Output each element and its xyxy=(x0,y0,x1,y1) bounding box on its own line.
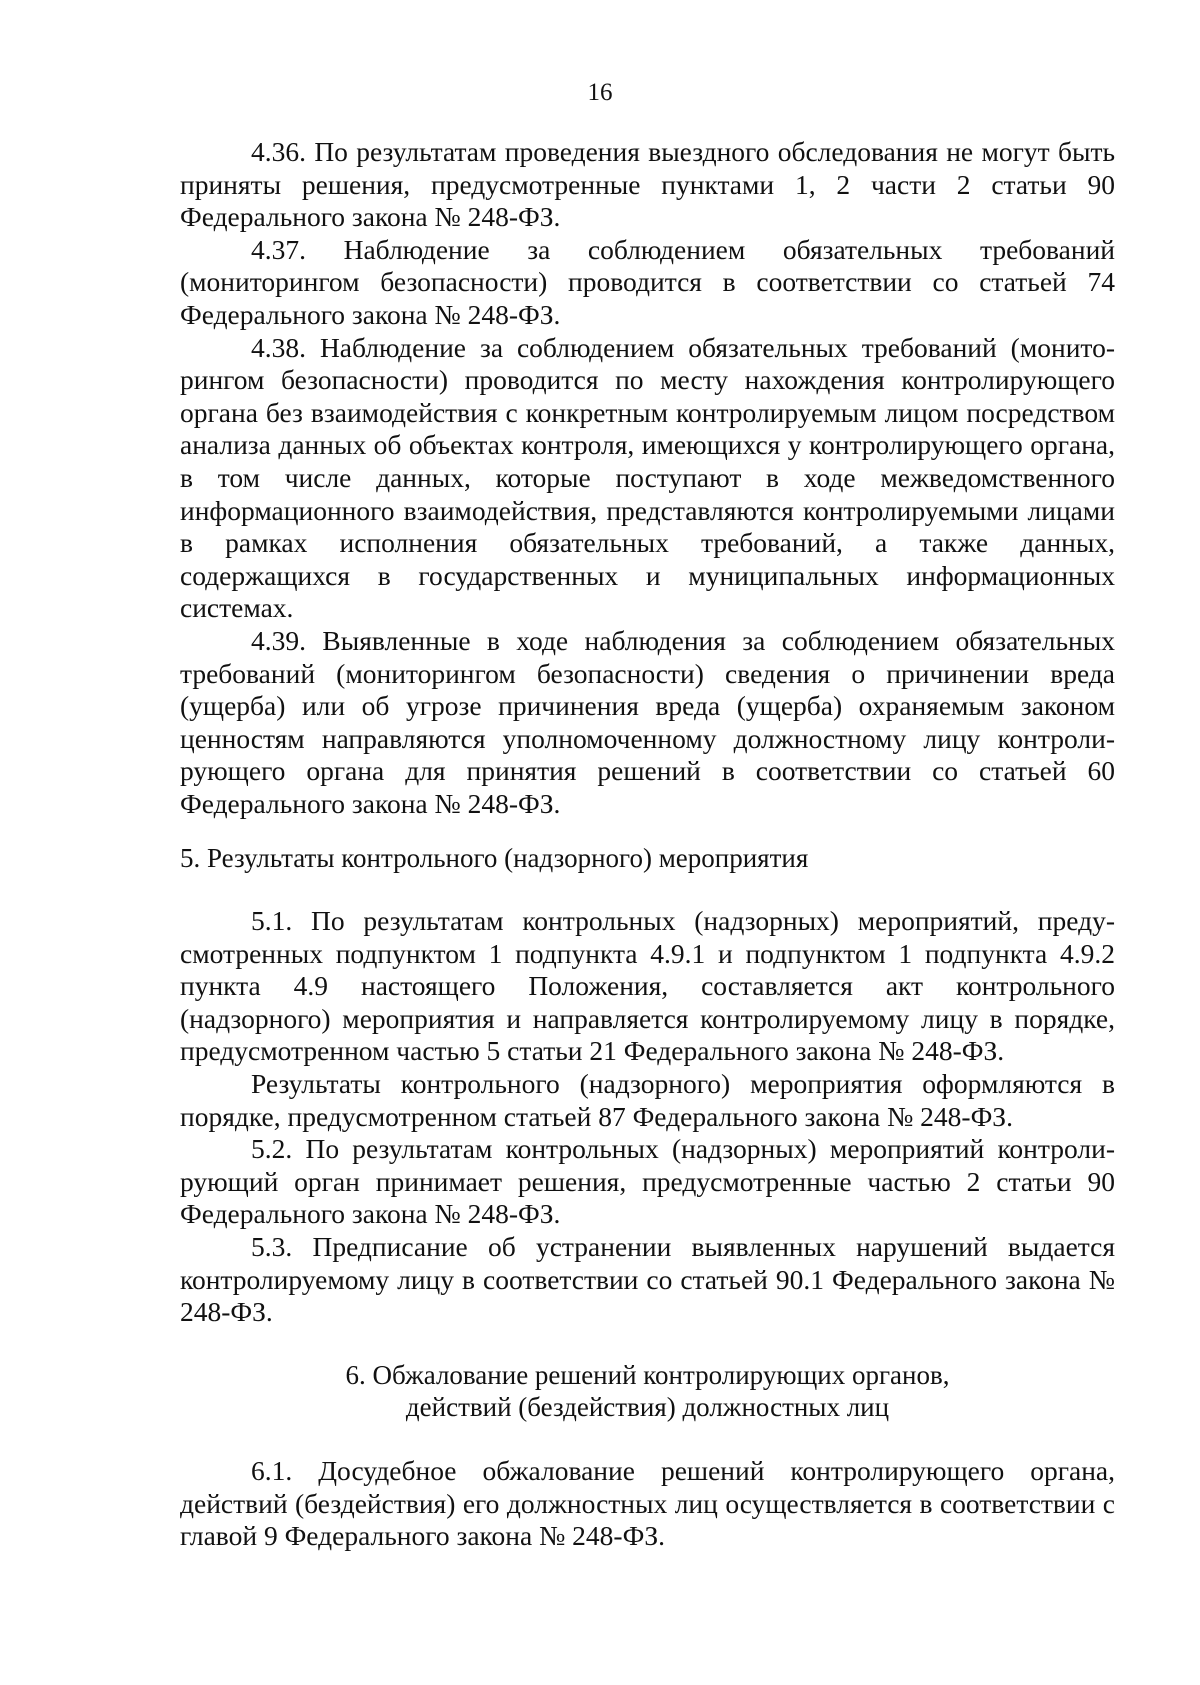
document-body xyxy=(180,136,1115,1553)
section-heading-5: 5. Результаты контрольного (надзорного) мероприятия xyxy=(180,843,809,874)
paragraph-4-39: 4.39. Выявленные в ходе наблюдения за соблюдением обязательных требований (мониторингом безопасности) сведения о причинении вреда (ущерба) или об угрозе причинения вреда (ущерба) охраняемым законом ценностям направляются уполномоченному должностному лицу контролирующего органа для принятия решений в соответствии со статьей 60 Федерального закона № 248-ФЗ. xyxy=(180,624,1115,819)
page-number: 16 xyxy=(587,79,613,106)
paragraph-4-36: 4.36. По результатам проведения выездного обследования не могут быть приняты решения, предусмотренные пунктами 1, 2 части 2 статьи 90 Федерального закона № 248-ФЗ. xyxy=(180,136,1115,233)
paragraph-5-3: 5.3. Предписание об устранении выявленных нарушений выдается контролируемому лицу в соответствии со статьей 90.1 Федерального закона № 248-ФЗ. xyxy=(180,1231,1115,1328)
paragraph-6-1: 6.1. Досудебное обжалование решений контролирующего органа, действий (бездействия) его должностных лиц осуществляется в соответствии с главой 9 Федерального закона № 248-ФЗ. xyxy=(180,1454,1115,1552)
section-heading-6 xyxy=(180,1359,1115,1424)
paragraph-4-37: 4.37. Наблюдение за соблюдением обязательных требований (мониторингом безопасности) проводится в соответствии со статьей 74 Федерального закона № 248-ФЗ. xyxy=(180,233,1115,330)
section-heading-6-line-1: 6. Обжалование решений контролирующих органов, xyxy=(345,1359,950,1390)
section-heading-6-line-2: действий (бездействия) должностных лиц xyxy=(405,1392,890,1423)
paragraph-5-1-results: Результаты контрольного (надзорного) мероприятия оформляются в порядке, предусмотренном статьей 87 Федерального закона № 248-ФЗ. xyxy=(180,1068,1115,1132)
paragraph-5-2: 5.2. По результатам контрольных (надзорных) мероприятий контролирующий орган принимает решения, предусмотренные частью 2 статьи 90 Федерального закона № 248-ФЗ. xyxy=(180,1133,1115,1230)
paragraph-4-38: 4.38. Наблюдение за соблюдением обязательных требований (мониторингом безопасности) проводится по месту нахождения контролирующего органа без взаимодействия с конкретным контролируемым лицом посредством анализа данных об объектах контроля, имеющихся у контролирующего органа, в том числе данных, которые поступают в ходе межведомственного информационного взаимодействия, представляются контролируемыми лицами в рамках исполнения обязательных требований, а также данных, содержащихся в государственных и муниципальных информационных системах. xyxy=(180,331,1115,624)
paragraph-5-1: 5.1. По результатам контрольных (надзорных) мероприятий, предусмотренных подпунктом 1 подпункта 4.9.1 и подпунктом 1 подпункта 4.9.2 пункта 4.9 настоящего Положения, составляется акт контрольного (надзорного) мероприятия и направляется контролируемому лицу в порядке, предусмотренном частью 5 статьи 21 Федерального закона № 248-ФЗ. xyxy=(180,905,1115,1067)
